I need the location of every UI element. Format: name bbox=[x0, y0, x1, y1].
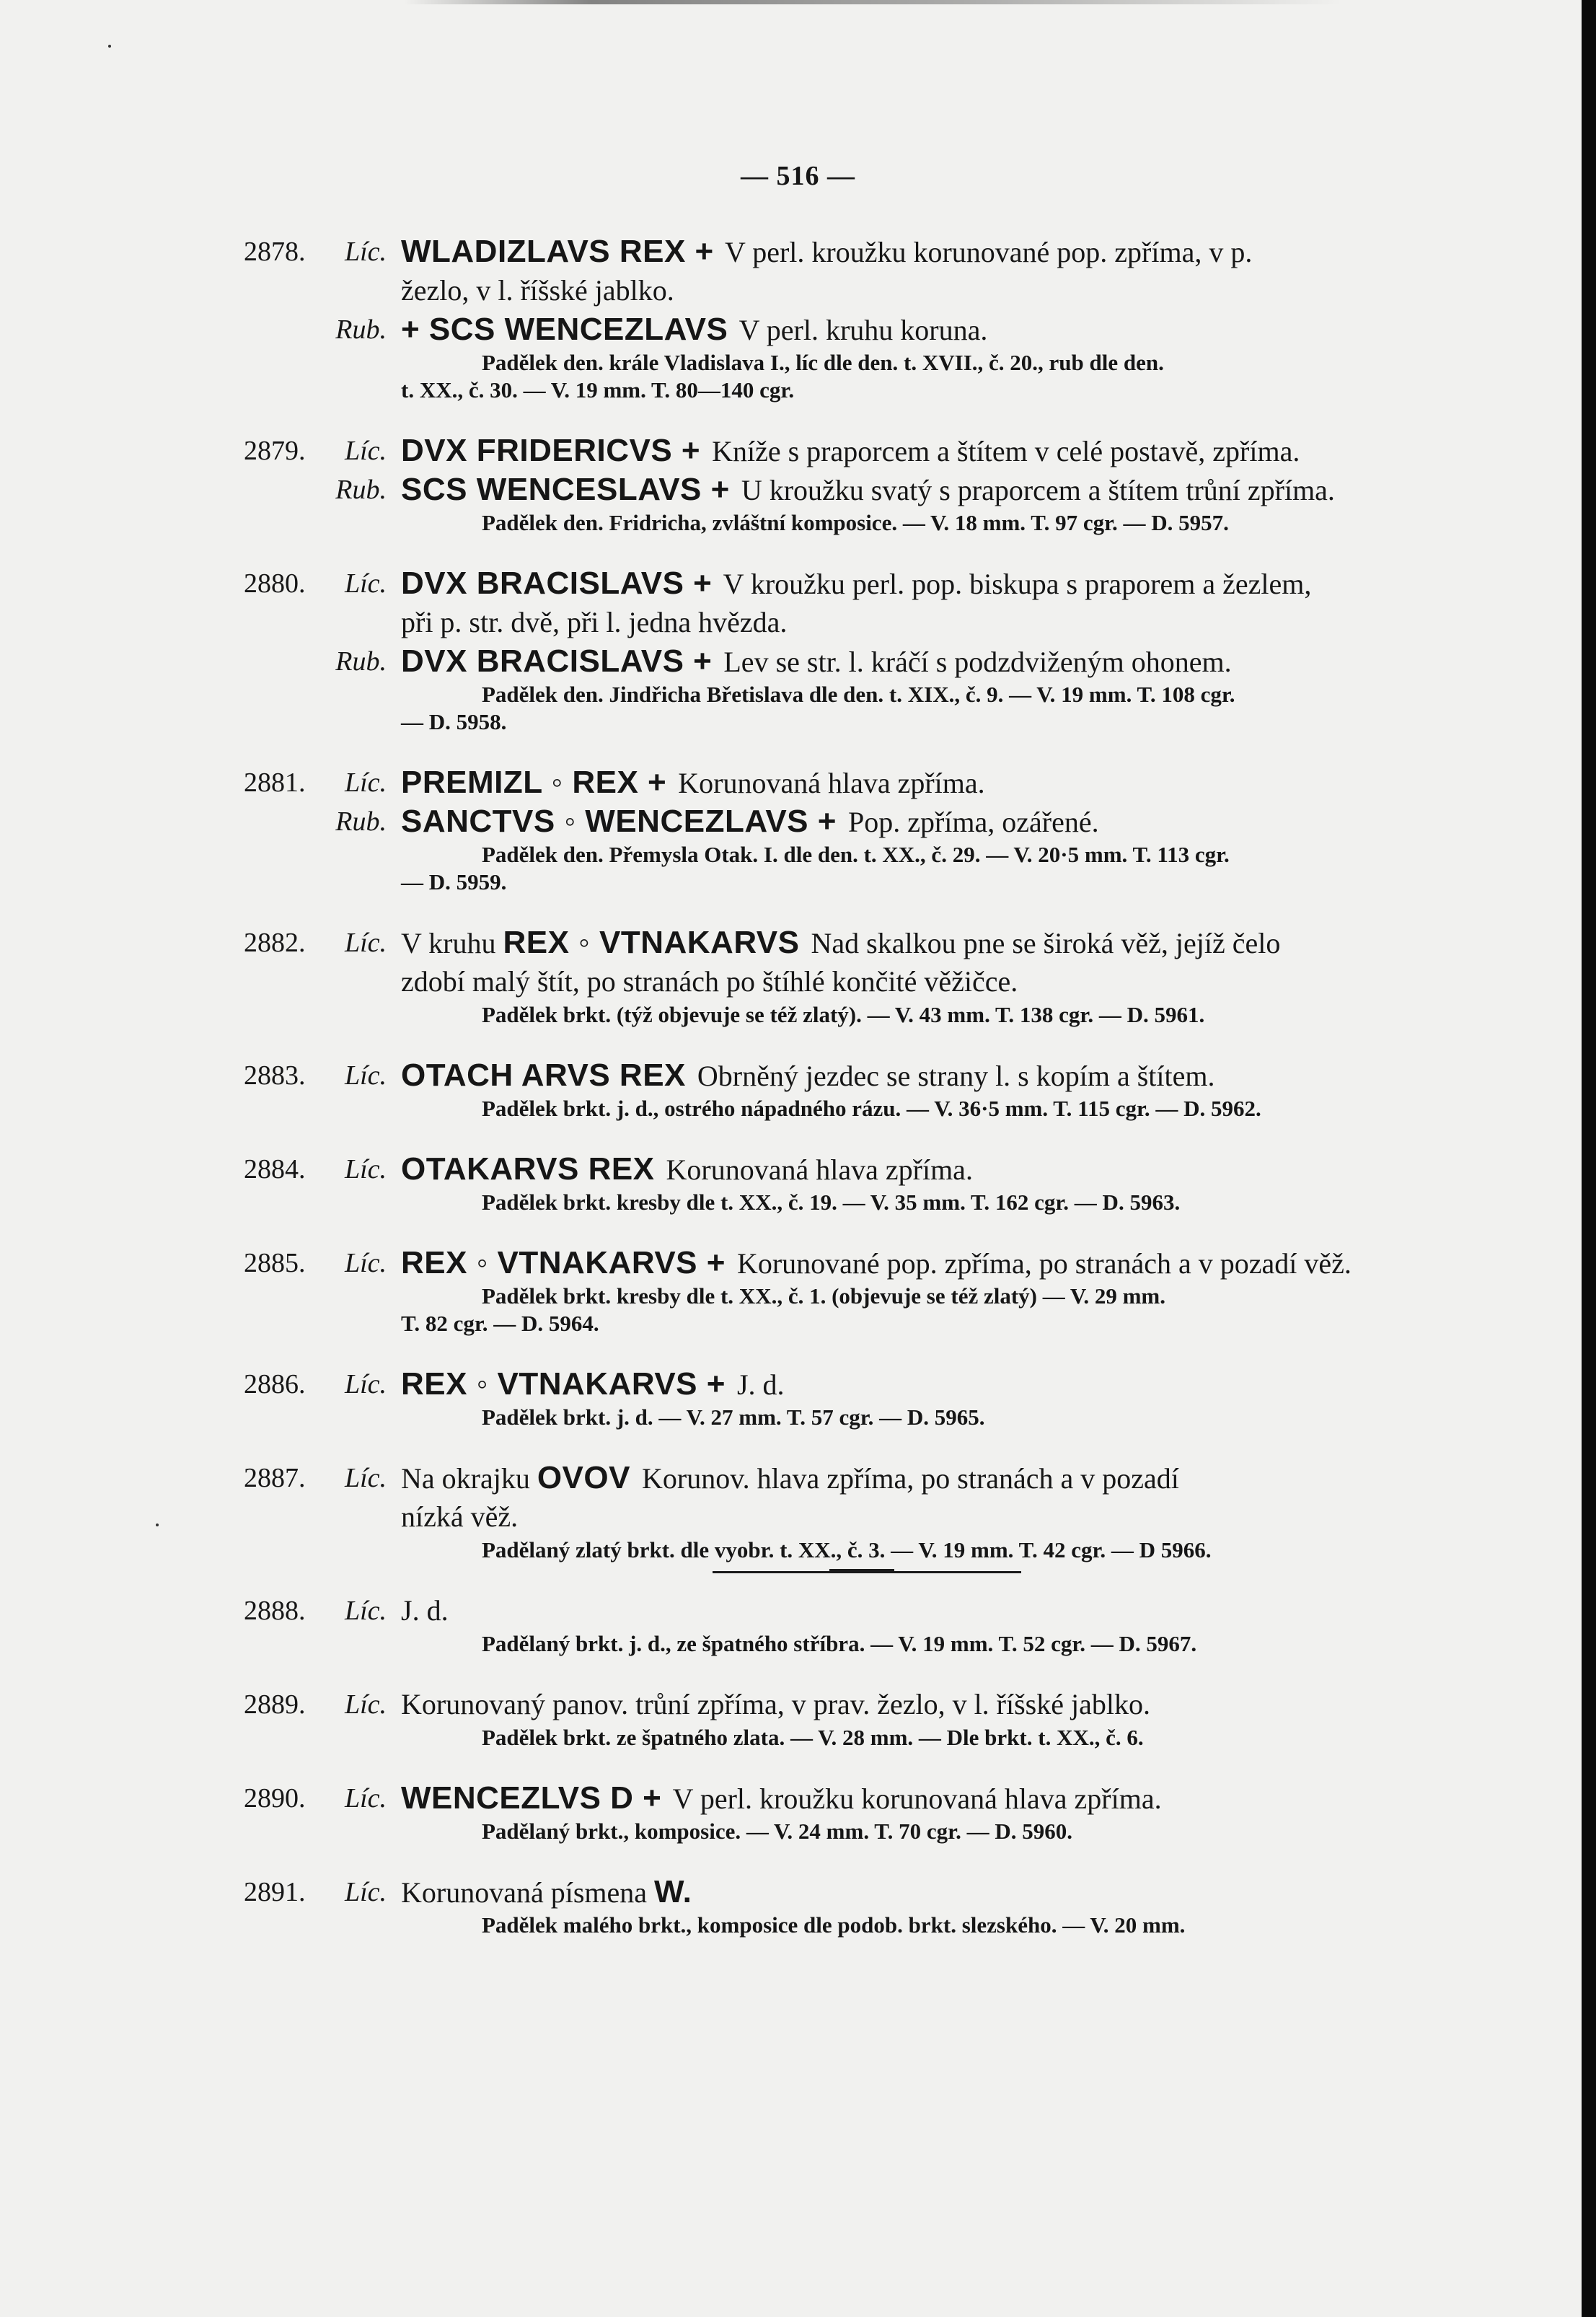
entry-number: 2891. bbox=[244, 1877, 306, 1907]
catalog-entry bbox=[244, 923, 1484, 1029]
coin-legend: REX ◦ VTNAKARVS + bbox=[401, 1366, 726, 1402]
description: Pop. zpříma, ozářené. bbox=[840, 806, 1099, 838]
entry-text bbox=[401, 965, 1018, 998]
entry-note: Padělek den. krále Vladislava I., líc dle den. t. XVII., č. 20., rub dle den. bbox=[482, 350, 1164, 375]
entry-note: T. 82 cgr. — D. 5964. bbox=[401, 1311, 599, 1336]
catalog-entry bbox=[244, 1244, 1484, 1337]
entry-note: Padělek brkt. j. d. — V. 27 mm. T. 57 cgr. — D. 5965. bbox=[482, 1404, 985, 1430]
catalog-entry bbox=[244, 232, 1484, 404]
entry-note: Padělaný brkt., komposice. — V. 24 mm. T. 70 cgr. — D. 5960. bbox=[482, 1819, 1072, 1844]
entry-note: Padělek den. Přemysla Otak. I. dle den. t. XX., č. 29. — V. 20·5 mm. T. 113 cgr. bbox=[482, 842, 1230, 867]
entry-note: Padělek brkt. kresby dle t. XX., č. 1. (objevuje se též zlatý) — V. 29 mm. bbox=[482, 1283, 1165, 1309]
side-label: Líc. bbox=[344, 928, 387, 958]
entry-number: 2885. bbox=[244, 1248, 306, 1278]
entry-text bbox=[401, 1244, 1484, 1283]
description: Korunované pop. zpříma, po stranách a v pozadí věž. bbox=[729, 1247, 1352, 1280]
entry-number: 2884. bbox=[244, 1154, 306, 1184]
description: Obrněný jezdec se strany l. s kopím a štítem. bbox=[689, 1060, 1215, 1092]
entry-line bbox=[244, 1365, 1484, 1404]
description: nízká věž. bbox=[401, 1500, 519, 1533]
catalog-entry bbox=[244, 1459, 1484, 1564]
entry-note: Padělaný zlatý brkt. dle vyobr. t. XX., č. 3. — V. 19 mm. T. 42 cgr. — D 5966. bbox=[482, 1537, 1212, 1562]
scan-top-shadow bbox=[404, 0, 1341, 4]
scan-speck bbox=[156, 1524, 159, 1526]
entry-number: 2883. bbox=[244, 1060, 306, 1091]
entry-line bbox=[244, 1244, 1484, 1283]
side-label: Líc. bbox=[344, 436, 387, 466]
description: V perl. kroužku korunované pop. zpříma, v p. bbox=[718, 236, 1253, 268]
entry-number: 2881. bbox=[244, 768, 306, 798]
catalog-entry bbox=[244, 431, 1484, 537]
entry-note: — D. 5958. bbox=[401, 709, 507, 734]
side-label: Líc. bbox=[344, 1248, 387, 1278]
coin-legend: DVX BRACISLAVS + bbox=[401, 643, 713, 679]
coin-legend: W. bbox=[654, 1874, 692, 1909]
side-label: Rub. bbox=[335, 475, 387, 505]
entry-text bbox=[401, 274, 674, 307]
entry-text bbox=[401, 1685, 1484, 1724]
description: U kroužku svatý s praporcem a štítem trůní zpříma. bbox=[733, 474, 1335, 506]
entry-note: Padělek brkt. ze špatného zlata. — V. 28 mm. — Dle brkt. t. XX., č. 6. bbox=[482, 1725, 1144, 1750]
entry-number: 2882. bbox=[244, 928, 306, 958]
entry-text bbox=[401, 1500, 518, 1533]
side-label: Líc. bbox=[344, 1877, 387, 1907]
entry-line bbox=[244, 564, 1484, 603]
entry-text bbox=[401, 1365, 1484, 1404]
entry-line bbox=[401, 271, 1484, 310]
description: při p. str. dvě, při l. jedna hvězda. bbox=[401, 606, 788, 638]
side-label: Líc. bbox=[344, 1060, 387, 1091]
catalog-entry bbox=[244, 1591, 1484, 1658]
entry-line bbox=[244, 1056, 1484, 1095]
entry-line bbox=[244, 232, 1484, 271]
coin-legend: DVX BRACISLAVS + bbox=[401, 566, 713, 601]
end-rule-center bbox=[829, 1569, 894, 1573]
entry-text bbox=[401, 310, 1484, 350]
catalog-entry bbox=[244, 763, 1484, 896]
entry-number: 2888. bbox=[244, 1596, 306, 1626]
entry-note: Padělek malého brkt., komposice dle podob. brkt. slezského. — V. 20 mm. bbox=[482, 1912, 1186, 1938]
side-label: Rub. bbox=[335, 646, 387, 677]
scan-speck bbox=[108, 45, 111, 48]
description: V kroužku perl. pop. biskupa s praporem a žezlem, bbox=[716, 568, 1312, 600]
reverse-line bbox=[244, 642, 1484, 681]
coin-legend: DVX FRIDERICVS + bbox=[401, 433, 701, 468]
entry-text bbox=[401, 763, 1484, 803]
description: Nad skalkou pne se široká věž, jejíž čelo bbox=[803, 927, 1281, 959]
description: Korunovaná písmena bbox=[401, 1876, 655, 1909]
entry-text bbox=[401, 1459, 1484, 1498]
text-prefix: V kruhu bbox=[401, 927, 503, 959]
description: V perl. kroužku korunovaná hlava zpříma. bbox=[666, 1782, 1162, 1815]
catalog-entry bbox=[244, 564, 1484, 736]
side-label: Líc. bbox=[344, 1783, 387, 1813]
entry-line bbox=[244, 1459, 1484, 1498]
description: Korunovaná hlava zpříma. bbox=[658, 1153, 973, 1186]
entry-note: Padělek brkt. kresby dle t. XX., č. 19. — V. 35 mm. T. 162 cgr. — D. 5963. bbox=[482, 1190, 1181, 1215]
entry-note: Padělek den. Fridricha, zvláštní komposice. — V. 18 mm. T. 97 cgr. — D. 5957. bbox=[482, 510, 1229, 535]
description: Lev se str. l. kráčí s podzdviženým ohonem. bbox=[716, 646, 1232, 678]
coin-legend: SANCTVS ◦ WENCEZLAVS + bbox=[401, 804, 837, 839]
catalog-entry bbox=[244, 1056, 1484, 1122]
page-number: — 516 — bbox=[741, 161, 855, 191]
entry-text bbox=[401, 1150, 1484, 1190]
entry-line bbox=[244, 1591, 1484, 1630]
description: Korunovaný panov. trůní zpříma, v prav. žezlo, v l. říšské jablko. bbox=[401, 1688, 1150, 1720]
coin-legend: PREMIZL ◦ REX + bbox=[401, 765, 667, 800]
entry-line bbox=[244, 1779, 1484, 1818]
description: žezlo, v l. říšské jablko. bbox=[401, 274, 674, 307]
entry-number: 2880. bbox=[244, 568, 306, 599]
entry-number: 2889. bbox=[244, 1689, 306, 1720]
coin-legend: SCS WENCESLAVS + bbox=[401, 472, 730, 507]
catalog-entry bbox=[244, 1873, 1484, 1939]
description: Kníže s praporcem a štítem v celé postavě, zpříma. bbox=[705, 435, 1300, 467]
reverse-line bbox=[244, 310, 1484, 349]
side-label: Líc. bbox=[344, 1689, 387, 1720]
side-label: Líc. bbox=[344, 1369, 387, 1399]
catalog-entry bbox=[244, 1685, 1484, 1751]
side-label: Líc. bbox=[344, 1596, 387, 1626]
entry-line bbox=[244, 1685, 1484, 1724]
entry-text bbox=[401, 1873, 1484, 1912]
entry-text bbox=[401, 232, 1484, 272]
side-label: Líc. bbox=[344, 768, 387, 798]
entry-line bbox=[244, 431, 1484, 470]
entry-note: Padělaný brkt. j. d., ze špatného stříbra. — V. 19 mm. T. 52 cgr. — D. 5967. bbox=[482, 1631, 1197, 1656]
side-label: Líc. bbox=[344, 237, 387, 267]
description: J. d. bbox=[729, 1368, 785, 1401]
side-label: Líc. bbox=[344, 1463, 387, 1493]
entry-line bbox=[244, 763, 1484, 802]
reverse-line bbox=[244, 470, 1484, 509]
description: V perl. kruhu koruna. bbox=[732, 314, 988, 346]
coin-legend: OTAKARVS REX bbox=[401, 1151, 655, 1187]
coin-legend: OVOV bbox=[537, 1460, 630, 1495]
side-label: Líc. bbox=[344, 568, 387, 599]
coin-legend: OTACH ARVS REX bbox=[401, 1058, 686, 1093]
entry-line bbox=[401, 962, 1484, 1001]
entry-text bbox=[401, 642, 1484, 682]
side-label: Líc. bbox=[344, 1154, 387, 1184]
description: Korunovaná hlava zpříma. bbox=[671, 767, 985, 799]
entry-text bbox=[401, 470, 1484, 510]
coin-legend: REX ◦ VTNAKARVS bbox=[503, 925, 800, 960]
coin-legend: REX ◦ VTNAKARVS + bbox=[401, 1245, 726, 1280]
catalog-entries bbox=[244, 232, 1484, 1966]
entry-note: Padělek den. Jindřicha Břetislava dle den. t. XIX., č. 9. — V. 19 mm. T. 108 cgr. bbox=[482, 682, 1235, 707]
entry-number: 2890. bbox=[244, 1783, 306, 1813]
catalog-entry bbox=[244, 1365, 1484, 1431]
entry-line bbox=[244, 1150, 1484, 1189]
description: J. d. bbox=[401, 1594, 449, 1627]
coin-legend: + SCS WENCEZLAVS bbox=[401, 312, 728, 347]
entry-text bbox=[401, 923, 1484, 963]
text-prefix: Na okrajku bbox=[401, 1462, 537, 1495]
catalog-entry bbox=[244, 1150, 1484, 1216]
entry-text bbox=[401, 1056, 1484, 1096]
side-label: Rub. bbox=[335, 806, 387, 837]
entry-line bbox=[401, 1498, 1484, 1536]
entry-line bbox=[244, 923, 1484, 962]
description: Korunov. hlava zpříma, po stranách a v pozadí bbox=[634, 1462, 1179, 1495]
reverse-line bbox=[244, 802, 1484, 841]
description: zdobí malý štít, po stranách po štíhlé končité věžičce. bbox=[401, 965, 1018, 998]
entry-text bbox=[401, 564, 1484, 604]
entry-number: 2879. bbox=[244, 436, 306, 466]
scan-right-edge bbox=[1582, 0, 1596, 2317]
entry-line bbox=[401, 603, 1484, 642]
entry-note: — D. 5959. bbox=[401, 869, 507, 894]
entry-number: 2887. bbox=[244, 1463, 306, 1493]
entry-line bbox=[244, 1873, 1484, 1912]
entry-note: Padělek brkt. j. d., ostrého nápadného rázu. — V. 36·5 mm. T. 115 cgr. — D. 5962. bbox=[482, 1096, 1261, 1121]
entry-text bbox=[401, 606, 787, 638]
entry-note: Padělek brkt. (týž objevuje se též zlatý). — V. 43 mm. T. 138 cgr. — D. 5961. bbox=[482, 1002, 1205, 1027]
side-label: Rub. bbox=[335, 315, 387, 345]
entry-text bbox=[401, 1779, 1484, 1819]
entry-text bbox=[401, 431, 1484, 471]
entry-note: t. XX., č. 30. — V. 19 mm. T. 80—140 cgr. bbox=[401, 377, 795, 403]
catalog-entry bbox=[244, 1779, 1484, 1845]
entry-text bbox=[401, 1591, 1484, 1630]
entry-number: 2886. bbox=[244, 1369, 306, 1399]
coin-legend: WENCEZLVS D + bbox=[401, 1780, 662, 1816]
coin-legend: WLADIZLAVS REX + bbox=[401, 234, 714, 269]
entry-number: 2878. bbox=[244, 237, 306, 267]
entry-text bbox=[401, 802, 1484, 842]
